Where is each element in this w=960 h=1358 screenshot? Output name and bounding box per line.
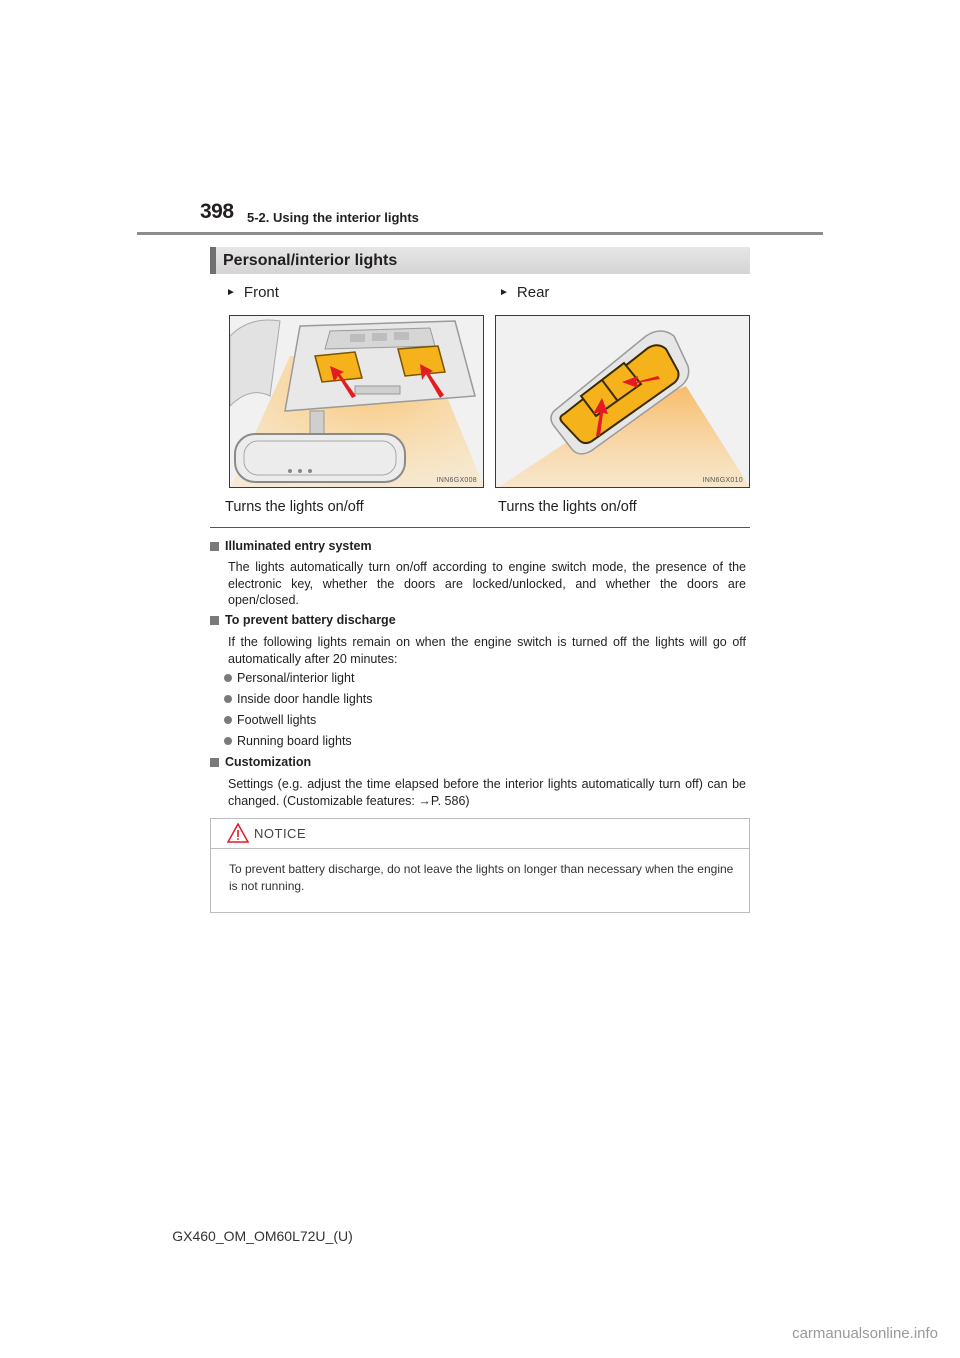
front-caption: Turns the lights on/off	[225, 499, 364, 515]
page-number: 398	[200, 200, 234, 223]
circle-bullet-icon	[224, 674, 232, 682]
list-item	[224, 671, 354, 685]
heading-title: Personal/interior lights	[223, 252, 398, 269]
rear-caption: Turns the lights on/off	[498, 499, 637, 515]
front-label	[226, 284, 279, 301]
figure-separator	[210, 527, 750, 528]
section-heading	[210, 755, 311, 769]
list-item-text: Personal/interior light	[237, 671, 355, 685]
notice-box	[210, 818, 750, 913]
triangle-right-icon: ►	[499, 287, 509, 298]
circle-bullet-icon	[224, 716, 232, 724]
front-light-drawing	[230, 316, 484, 488]
rear-label	[499, 284, 549, 301]
rear-figure-code: INN6GX010	[702, 477, 743, 484]
warning-triangle-icon	[227, 823, 249, 843]
notice-text: To prevent battery discharge, do not leave the lights on longer than necessary when the engine is not running.	[229, 862, 734, 893]
list-item	[224, 713, 316, 727]
section-heading-text: Customization	[225, 755, 312, 769]
square-bullet-icon	[210, 616, 219, 625]
notice-title: NOTICE	[254, 826, 307, 841]
circle-bullet-icon	[224, 695, 232, 703]
list-item	[224, 734, 352, 748]
section-heading	[210, 613, 396, 627]
square-bullet-icon	[210, 758, 219, 767]
section-heading-text: To prevent battery discharge	[225, 613, 396, 627]
front-label-text: Front	[243, 284, 279, 301]
triangle-right-icon: ►	[226, 287, 236, 298]
header-rule	[137, 232, 823, 235]
notice-header	[211, 819, 749, 849]
rear-light-drawing	[496, 316, 750, 488]
list-item	[224, 692, 373, 706]
list-item-text: Running board lights	[237, 734, 352, 748]
section-title: 5-2. Using the interior lights	[247, 210, 419, 225]
front-light-illustration	[229, 315, 484, 488]
section-heading-text: Illuminated entry system	[225, 539, 372, 553]
list-item-text: Footwell lights	[237, 713, 317, 727]
front-figure-code: INN6GX008	[436, 477, 477, 484]
list-item-text: Inside door handle lights	[237, 692, 373, 706]
section-paragraph: The lights automatically turn on/off according to engine switch mode, the presence of the electronic key, whether the doors are locked/unlocked, and whether the doors are open/closed.	[228, 560, 746, 607]
rear-label-text: Rear	[516, 284, 550, 301]
section-paragraph: Settings (e.g. adjust the time elapsed before the interior lights automatically turn off) can be changed. (Customizable features: →P. 586)	[228, 777, 746, 808]
footer-model-code: GX460_OM_OM60L72U_(U)	[172, 1228, 353, 1244]
square-bullet-icon	[210, 542, 219, 551]
watermark: carmanualsonline.info	[792, 1325, 938, 1342]
heading-bar	[210, 247, 750, 274]
section-heading	[210, 539, 372, 553]
rear-light-illustration	[495, 315, 750, 488]
section-paragraph: If the following lights remain on when the engine switch is turned off the lights will go off automatically after 20 minutes:	[228, 635, 746, 666]
circle-bullet-icon	[224, 737, 232, 745]
